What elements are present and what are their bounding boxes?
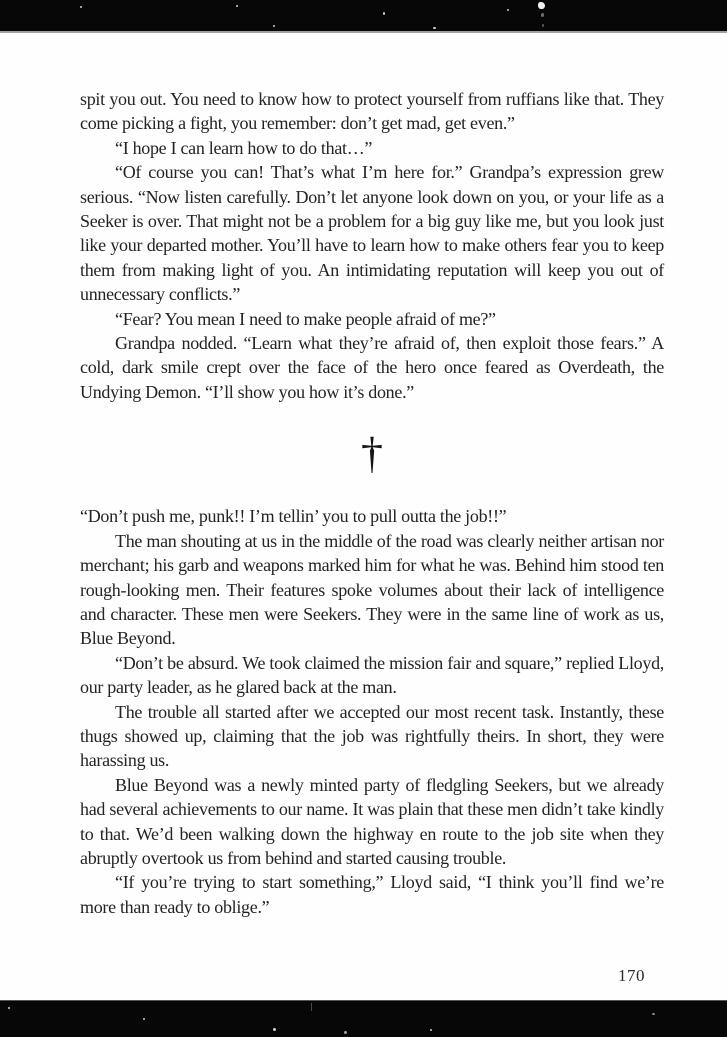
page-number: 170: [618, 966, 645, 985]
paragraph: Grandpa nodded. “Learn what they’re afraid of, then exploit those fears.” A cold, dark smile crept over the face of the hero once feared as Overdeath, the Undying Demon. “I’ll show you how it’s done.”: [80, 333, 664, 402]
scan-speck: [507, 9, 509, 11]
scan-speck: [143, 1018, 145, 1020]
scan-speck: [433, 27, 436, 29]
scan-border-top: [0, 0, 727, 33]
scan-speck: [538, 2, 545, 9]
paragraph: “Of course you can! That’s what I’m here for.” Grandpa’s expression grew serious. “Now listen carefully. Don’t let anyone look down on you, or your life as a Seeker is over. That might not be a problem for a big guy like me, but you look just like your departed mother. You’ll have to learn how to make others fear you to keep them from making light of you. An intimidating reputation will keep you out of unnecessary conflicts.”: [80, 162, 664, 305]
paragraph: “Don’t push me, punk!! I’m tellin’ you to pull outta the job!!”: [80, 506, 507, 527]
paragraph: Blue Beyond was a newly minted party of fledgling Seekers, but we already had several achievements to our name. It was plain that these men didn’t take kindly to that. We’d been walking down the highway en route to the job site when they abruptly overtook us from behind and started causing trouble.: [80, 774, 664, 868]
scan-speck: [344, 1031, 347, 1034]
scan-speck: [311, 1003, 312, 1011]
scan-speck: [236, 5, 238, 7]
scan-border-bottom: [0, 1000, 727, 1037]
scan-speck: [430, 1029, 432, 1031]
scan-speck: [273, 1028, 276, 1031]
paragraph: “Don’t be absurd. We took claimed the mission fair and square,” replied Lloyd, our party leader, as he glared back at the man.: [80, 652, 664, 698]
scan-speck: [80, 6, 82, 8]
paragraph: “If you’re trying to start something,” Lloyd said, “I think you’ll find we’re more than ready to oblige.”: [80, 872, 664, 917]
paragraph: “I hope I can learn how to do that…”: [115, 137, 373, 158]
scan-speck: [542, 24, 544, 27]
scan-speck: [541, 13, 544, 17]
paragraph: spit you out. You need to know how to protect yourself from ruffians like that. They come picking a fight, you remember: don’t get mad, get even.”: [80, 89, 664, 134]
scan-speck: [652, 1013, 655, 1015]
scan-speck: [8, 1007, 10, 1009]
paragraph: “Fear? You mean I need to make people afraid of me?”: [115, 308, 496, 329]
paragraph: The trouble all started after we accepted our most recent task. Instantly, these thugs showed up, claiming that the job was rightfully theirs. In short, they were harassing us.: [80, 701, 664, 771]
scan-speck: [383, 12, 385, 15]
scan-speck: [273, 25, 275, 27]
paragraph: The man shouting at us in the middle of the road was clearly neither artisan nor merchant; his garb and weapons marked him for what he was. Behind him stood ten rough-looking men. Their features spoke volumes about their lack of intelligence and character. These men were Seekers. They were in the same line of work as us, Blue Beyond.: [80, 530, 664, 649]
page-text: [80, 87, 664, 919]
section-break-dagger-icon: †: [361, 429, 383, 479]
